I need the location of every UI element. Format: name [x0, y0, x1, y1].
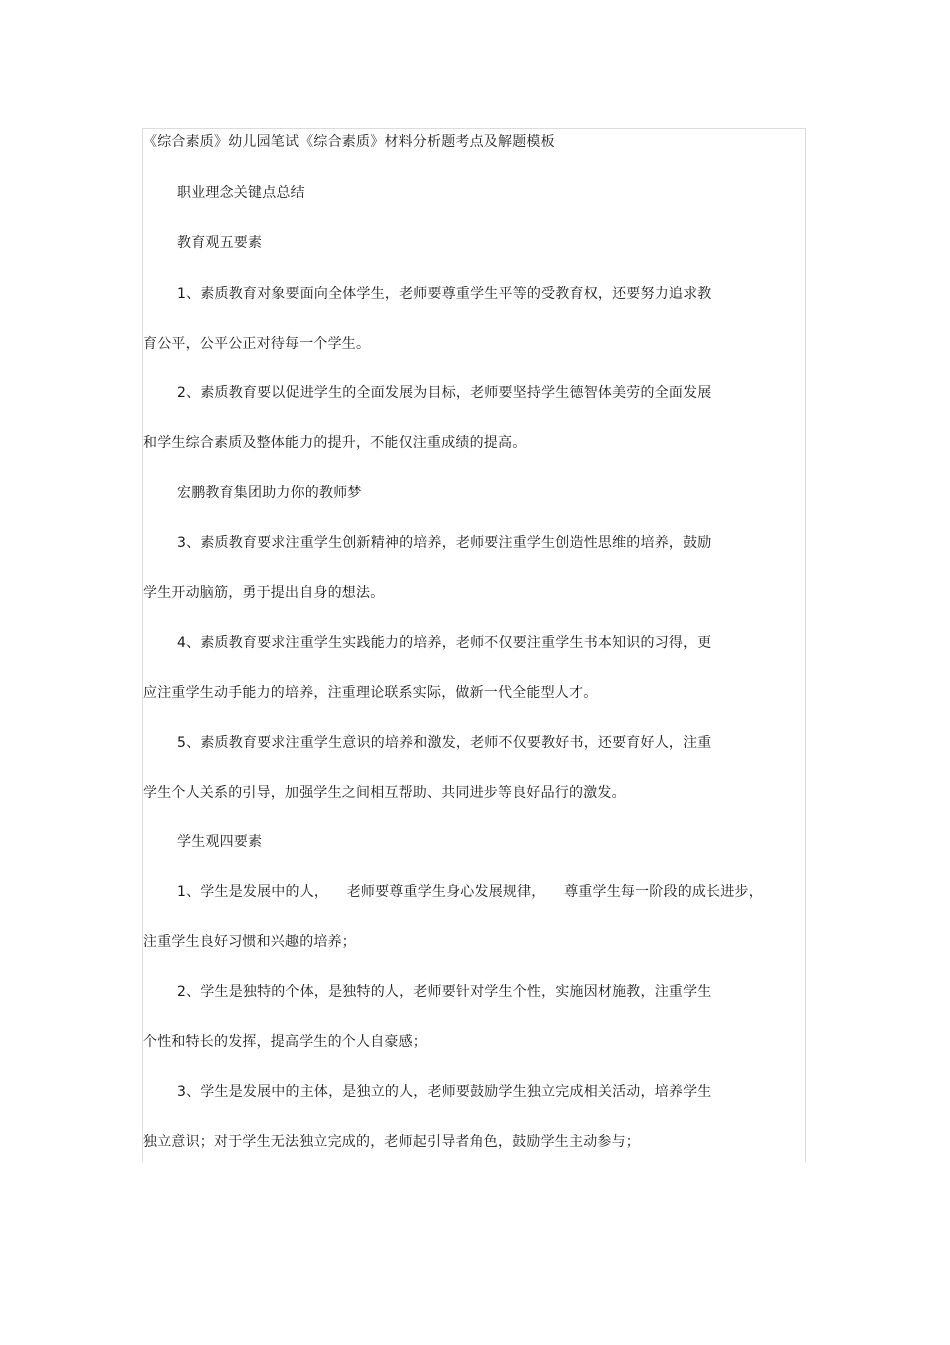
- promo-line: 宏鹏教育集团助力你的教师梦: [177, 485, 362, 501]
- paragraph-line: 5、素质教育要求注重学生意识的培养和激发，老师不仅要教好书，还要育好人，注重: [177, 735, 712, 751]
- paragraph-line: 3、素质教育要求注重学生创新精神的培养，老师要注重学生创造性思维的培养，鼓励: [177, 535, 712, 551]
- paragraph-line: 3、学生是发展中的主体，是独立的人，老师要鼓励学生独立完成相关活动，培养学生: [177, 1084, 712, 1100]
- section-heading-professional-concept: 职业理念关键点总结: [177, 185, 305, 201]
- paragraph-line: 1、学生是发展中的人， 老师要尊重学生身心发展规律， 尊重学生每一阶段的成长进步，: [177, 884, 763, 900]
- paragraph-line: 学生开动脑筋，勇于提出自身的想法。: [143, 585, 385, 601]
- paragraph-line: 个性和特长的发挥，提高学生的个人自豪感；: [143, 1034, 427, 1050]
- document-title: 《综合素质》幼儿园笔试《综合素质》材料分析题考点及解题模板: [143, 134, 555, 150]
- paragraph-line: 育公平，公平公正对待每一个学生。: [143, 336, 371, 352]
- paragraph-line: 4、素质教育要求注重学生实践能力的培养，老师不仅要注重学生书本知识的习得，更: [177, 635, 712, 651]
- paragraph-line: 学生个人关系的引导，加强学生之间相互帮助、共同进步等良好品行的激发。: [143, 785, 626, 801]
- paragraph-line: 独立意识；对于学生无法独立完成的，老师起引导者角色，鼓励学生主动参与；: [143, 1134, 640, 1150]
- paragraph-line: 注重学生良好习惯和兴趣的培养；: [143, 934, 356, 950]
- subheading-education-view: 教育观五要素: [177, 235, 263, 251]
- paragraph-line: 和学生综合素质及整体能力的提升，不能仅注重成绩的提高。: [143, 435, 527, 451]
- paragraph-line: 2、学生是独特的个体，是独特的人，老师要针对学生个性，实施因材施教，注重学生: [177, 984, 712, 1000]
- paragraph-line: 应注重学生动手能力的培养，注重理论联系实际，做新一代全能型人才。: [143, 685, 598, 701]
- paragraph-line: 2、素质教育要以促进学生的全面发展为目标，老师要坚持学生德智体美劳的全面发展: [177, 385, 712, 401]
- subheading-student-view: 学生观四要素: [177, 834, 263, 850]
- paragraph-line: 1、素质教育对象要面向全体学生，老师要尊重学生平等的受教育权，还要努力追求教: [177, 286, 712, 302]
